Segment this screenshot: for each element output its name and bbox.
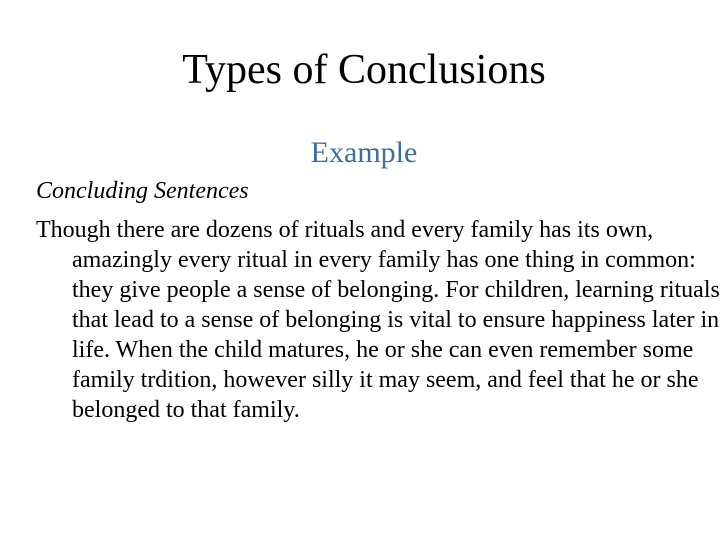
- slide-subtitle: Example: [310, 136, 418, 169]
- body-paragraph: Though there are dozens of rituals and every family has its own, amazingly every ritual in every family has one thing in common: they give people a sense of belonging. For children, learning rituals that lead to a sense of belonging is vital to ensure happiness later in life. When the child matures, he or she can even remember some family trdition, however silly it may seem, and feel that he or she belonged to that family.: [36, 217, 720, 423]
- slide-title: Types of Conclusions: [182, 47, 546, 93]
- section-heading: Concluding Sentences: [36, 178, 249, 204]
